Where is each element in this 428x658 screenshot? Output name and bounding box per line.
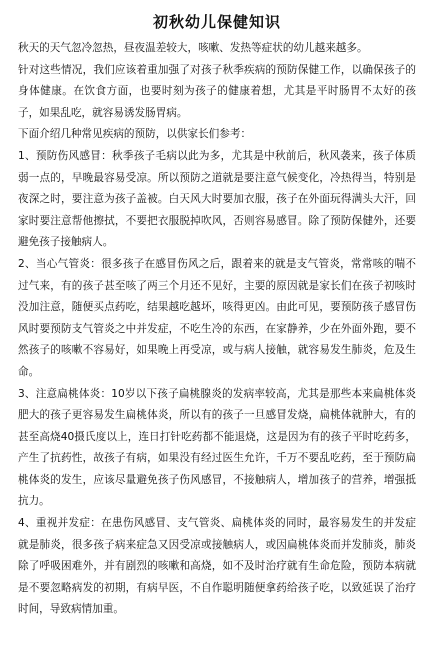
complications-paragraph: 4、重视并发症：在患伤风感冒、支气管炎、扁桃体炎的同时，最容易发生的并发症就是肺炎，很多孩子病来症急又因受凉或接触病人，或因扁桃体炎而并发肺炎，肺炎除了呼吸困难外，并有剧烈的咳嗽和高烧，如不及时治疗就有生命危险，预防本病就是不要忽略病发的初期，有病早医，不自作聪明随便拿药给孩子吃，以致延误了治疗时间，导致病情加重。 [18,517,416,616]
bronchitis-paragraph: 2、当心气管炎：很多孩子在感冒伤风之后，跟着来的就是支气管炎，常常咳的喘不过气来，有的孩子甚至咳了两三个月还不见好，主要的原因就是家长们在孩子初咳时没加注意，随便买点药吃，结果越吃越坏，咳得更凶。由此可见，要预防孩子感冒伤风时要预防支气管炎之中并发症，不吃生冷的东西，在家静养，少在外面外跑，要不然孩子的咳嗽不容易好，如果晚上再受凉，或与病人接触，就容易发生肺炎，危及生命。 [18,257,416,378]
article-title: 初秋幼儿保健知识 [152,13,281,31]
measures-paragraph: 针对这些情况，我们应该着重加强了对孩子秋季疾病的预防保健工作，以确保孩子的身体健康。在饮食方面，也要时刻为孩子的健康着想，尤其是平时肠胃不太好的孩子，如果乱吃，就容易诱发肠胃病。 [18,63,416,119]
cold-prevention-paragraph: 1、预防伤风感冒：秋季孩子毛病以此为多，尤其是中秋前后，秋风袭来，孩子体质弱一点的，早晚最容易受凉。所以预防之道就是要注意气候变化，冷热得当，特别是夜深之时，要注意为孩子盖被。白天风大时要加衣服，孩子在外面玩得满头大汗，回家时要注意帮他擦拭，不要把衣服脱掉吹风，否则容易感冒。除了预防保健外，还要避免孩子接触病人。 [18,149,416,249]
intro-paragraph: 秋天的天气忽冷忽热，昼夜温差较大，咳嗽、发热等症状的幼儿越来越多。 [18,42,368,54]
tonsillitis-paragraph: 3、注意扁桃体炎：10岁以下孩子扁桃腺炎的发病率较高，尤其是那些本来扁桃体炎肥大的孩子更容易发生扁桃体炎，所以有的孩子一旦感冒发烧，扁桃体就肿大，有的甚至高烧40摄氏度以上，连日打针吃药都不能退烧，这是因为有的孩子平时吃药多，产生了抗药性，故孩子有病，如果没有经过医生允许，千万不要乱吃药，至于预防扁桃体炎的发生，应该尽量避免孩子伤风感冒，不接触病人，增加孩子的营养，增强抵抗力。 [18,387,416,508]
list-intro-paragraph: 下面介绍几种常见疾病的预防，以供家长们参考： [18,128,252,141]
